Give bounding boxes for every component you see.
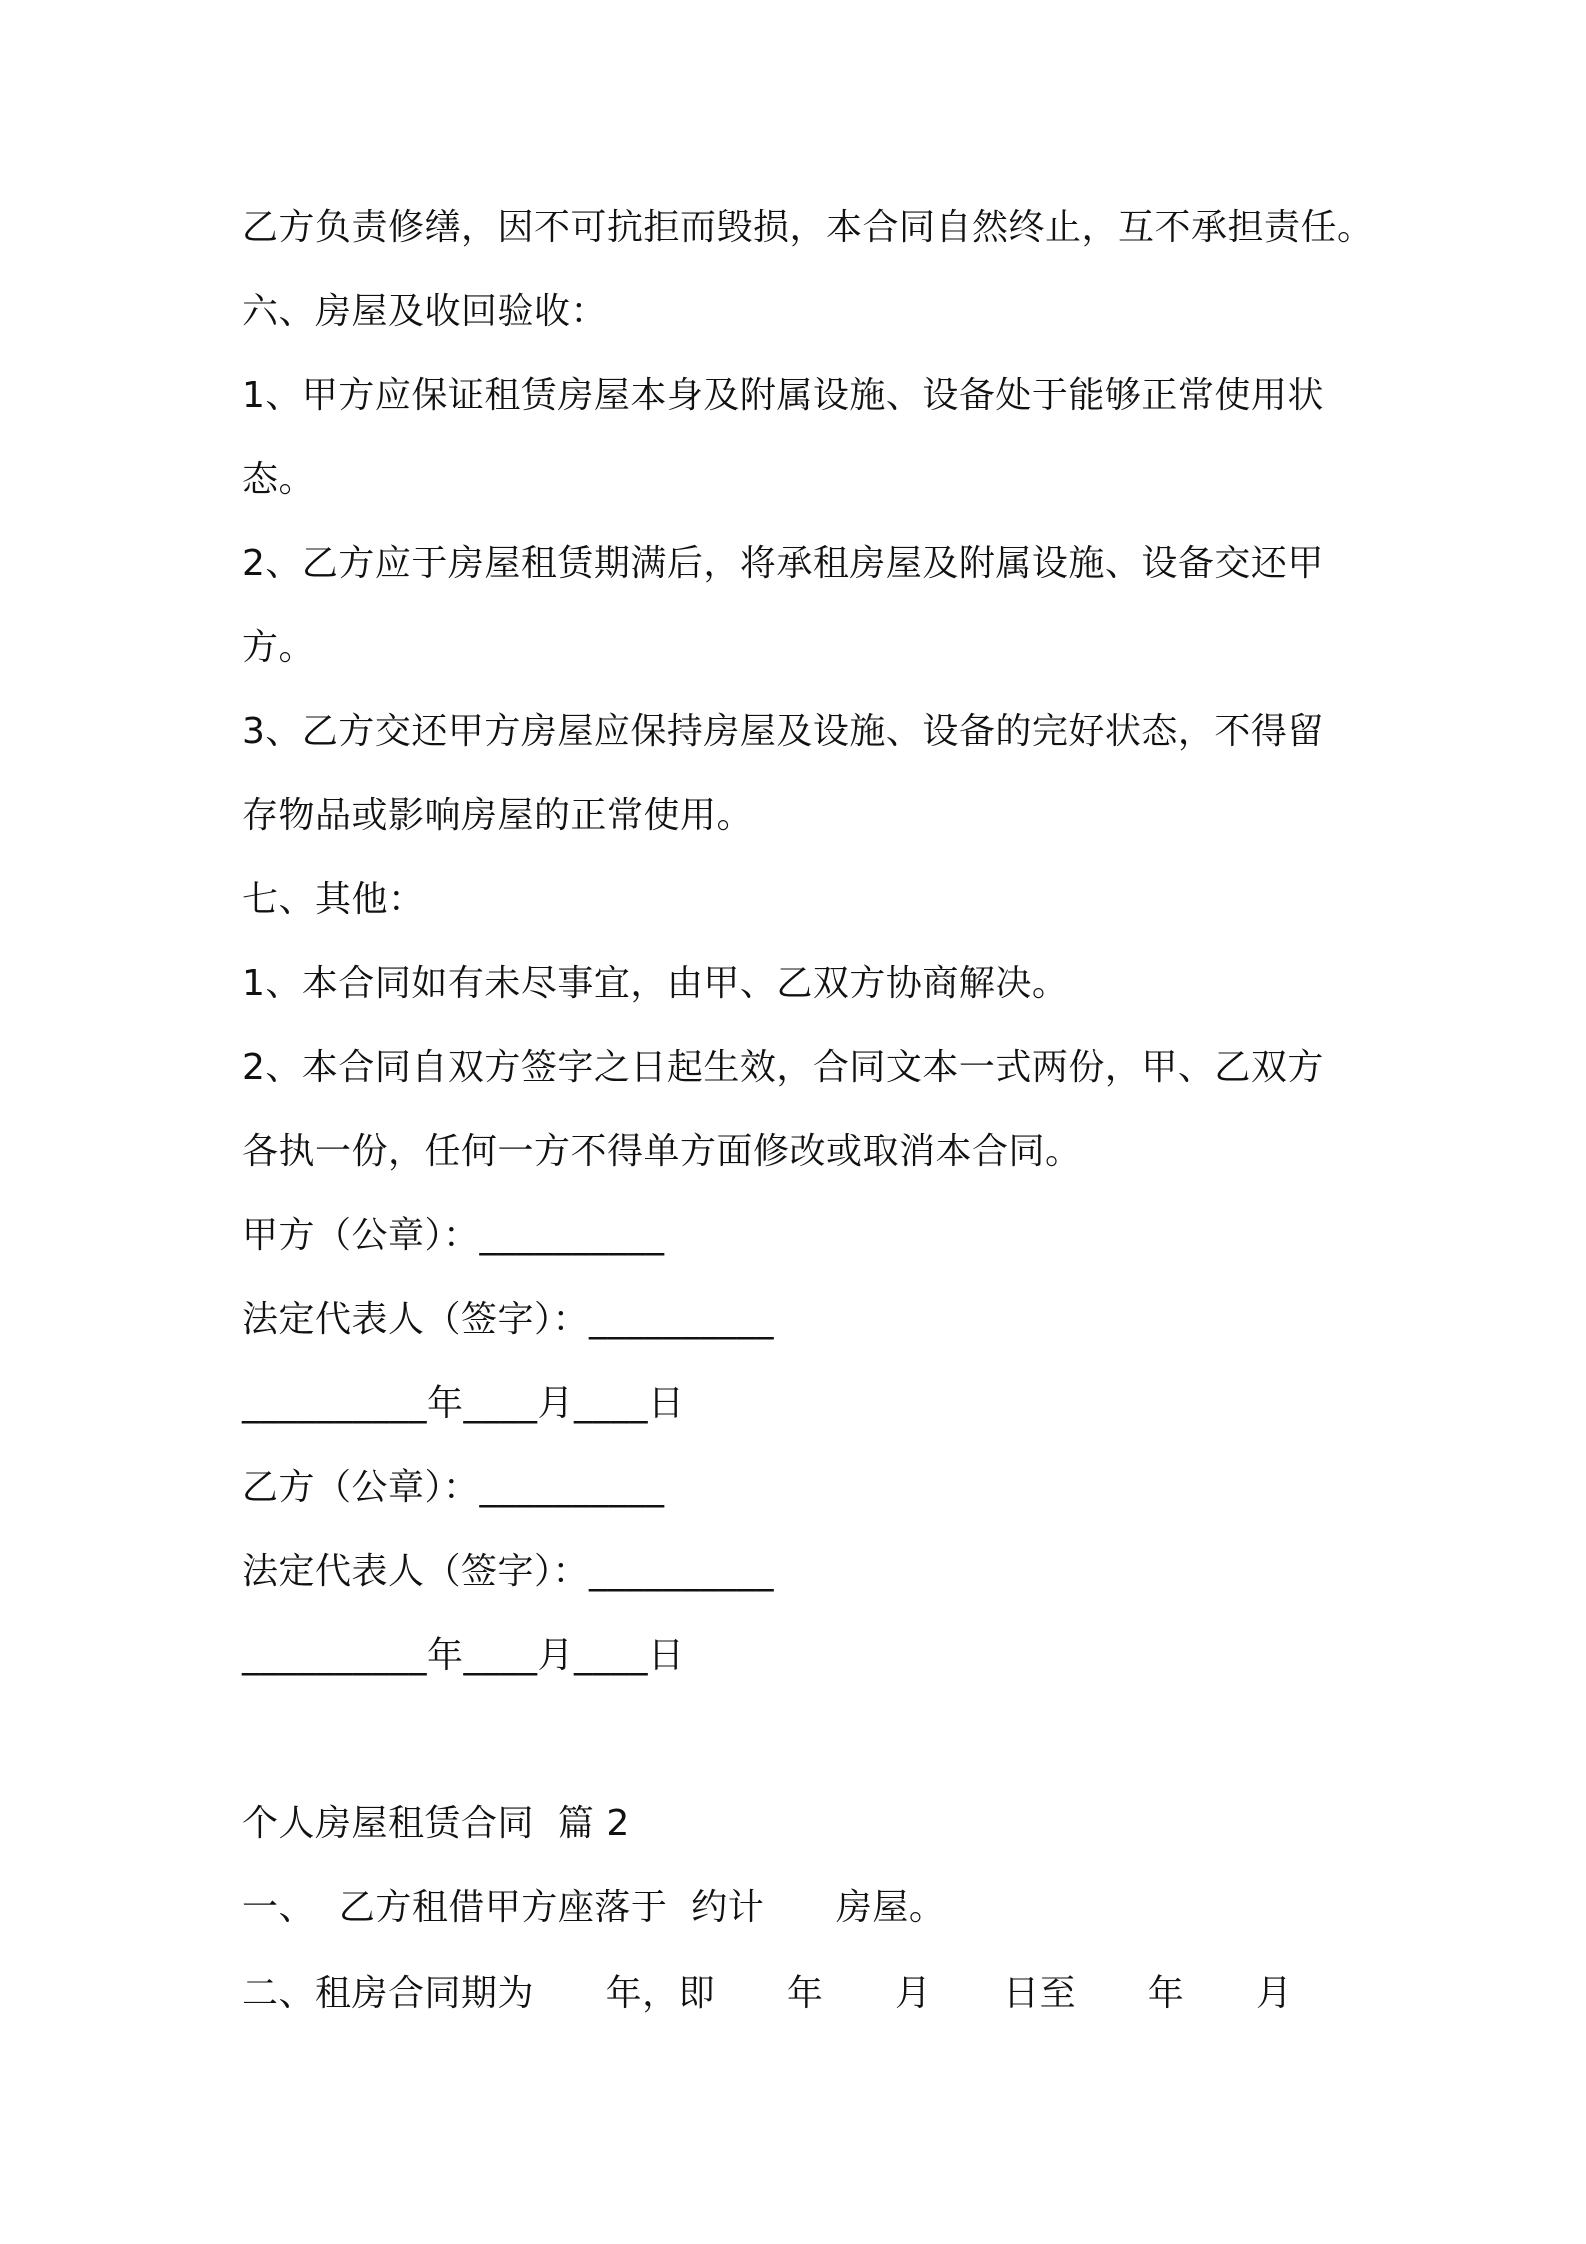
text-line-1: 乙方负责修缮，因不可抗拒而毁损，本合同自然终止，互不承担责任。 — [242, 207, 1374, 248]
clause-7-2-line-2: 各执一份，任何一方不得单方面修改或取消本合同。 — [242, 1131, 1082, 1172]
contract-2-title: 个人房屋租赁合同 篇 2 — [242, 1803, 630, 1844]
clause-6-2-line-2: 方。 — [242, 627, 316, 668]
clause-7-1: 1、本合同如有未尽事宜，由甲、乙双方协商解决。 — [242, 963, 1069, 1004]
contract-2-clause-2: 二、租房合同期为 年，即 年 月 日至 年 月 — [242, 1973, 1293, 2014]
clause-6-1-line-1: 1、甲方应保证租赁房屋本身及附属设施、设备处于能够正常使用状 — [242, 375, 1324, 416]
party-b-representative-line: 法定代表人（签字）：__________ — [242, 1551, 775, 1592]
party-a-date-line: __________年____月____日 — [242, 1383, 685, 1424]
clause-6-3-line-1: 3、乙方交还甲方房屋应保持房屋及设施、设备的完好状态，不得留 — [242, 711, 1324, 752]
party-a-representative-line: 法定代表人（签字）：__________ — [242, 1299, 775, 1340]
contract-2-clause-1: 一、 乙方租借甲方座落于 约计 房屋。 — [242, 1887, 946, 1928]
party-b-seal-line: 乙方（公章）：__________ — [242, 1467, 665, 1508]
clause-6-3-line-2: 存物品或影响房屋的正常使用。 — [242, 795, 754, 836]
section-heading-7: 七、其他： — [242, 879, 425, 920]
clause-6-2-line-1: 2、乙方应于房屋租赁期满后，将承租房屋及附属设施、设备交还甲 — [242, 543, 1324, 584]
clause-7-2-line-1: 2、本合同自双方签字之日起生效，合同文本一式两份，甲、乙双方 — [242, 1047, 1324, 1088]
party-b-date-line: __________年____月____日 — [242, 1635, 685, 1676]
section-heading-6: 六、房屋及收回验收： — [242, 291, 608, 332]
clause-6-1-line-2: 态。 — [242, 459, 316, 500]
party-a-seal-line: 甲方（公章）：__________ — [242, 1215, 665, 1256]
